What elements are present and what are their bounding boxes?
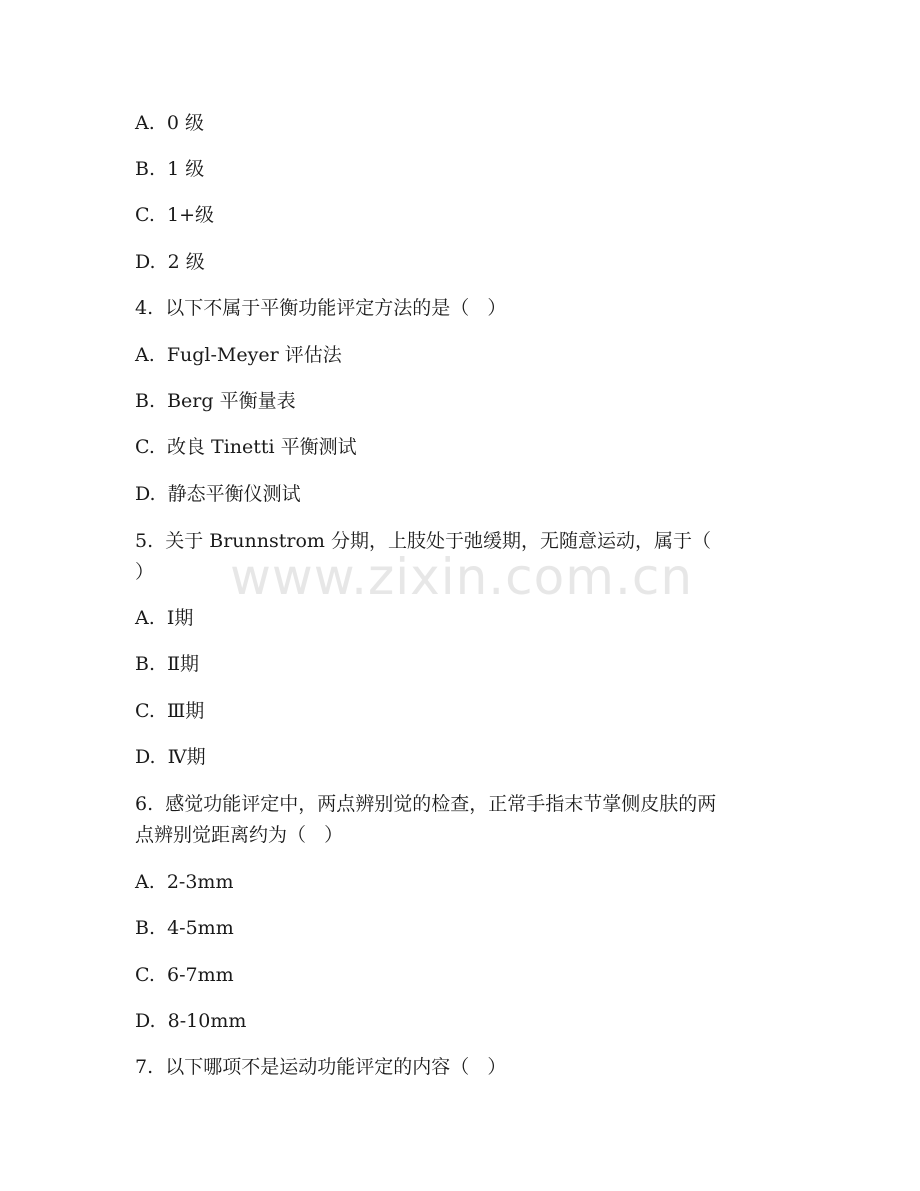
q5-option-d: D. Ⅳ期 (135, 746, 206, 768)
q6-option-d: D. 8-10mm (135, 1010, 247, 1032)
q6-option-c: C. 6-7mm (135, 964, 234, 986)
q5-stem-line1: 5. 关于 Brunnstrom 分期，上肢处于弛缓期，无随意运动，属于（ (135, 530, 711, 552)
q6-option-b: B. 4-5mm (135, 917, 234, 939)
q5-option-c: C. Ⅲ期 (135, 700, 205, 722)
q7-stem: 7. 以下哪项不是运动功能评定的内容（ ） (135, 1056, 507, 1078)
q5-option-a: A. Ⅰ期 (135, 607, 194, 629)
q6-stem-line1: 6. 感觉功能评定中，两点辨别觉的检查，正常手指末节掌侧皮肤的两 (135, 793, 717, 815)
q4-option-b: B. Berg 平衡量表 (135, 390, 296, 412)
q3-option-c: C. 1+级 (135, 204, 214, 226)
q6-option-a: A. 2-3mm (135, 871, 234, 893)
q3-option-d: D. 2 级 (135, 251, 205, 273)
q4-stem: 4. 以下不属于平衡功能评定方法的是（ ） (135, 297, 507, 319)
q5-option-b: B. Ⅱ期 (135, 653, 199, 675)
q4-option-a: A. Fugl-Meyer 评估法 (135, 344, 342, 366)
q6-stem-line2: 点辨别觉距离约为（ ） (135, 824, 344, 846)
q4-option-d: D. 静态平衡仪测试 (135, 483, 301, 505)
q3-option-a: A. 0 级 (135, 112, 204, 134)
q5-stem-line2: ） (135, 561, 155, 583)
q4-option-c: C. 改良 Tinetti 平衡测试 (135, 436, 357, 458)
watermark: www.zixin.com.cn (230, 548, 694, 606)
q3-option-b: B. 1 级 (135, 158, 205, 180)
